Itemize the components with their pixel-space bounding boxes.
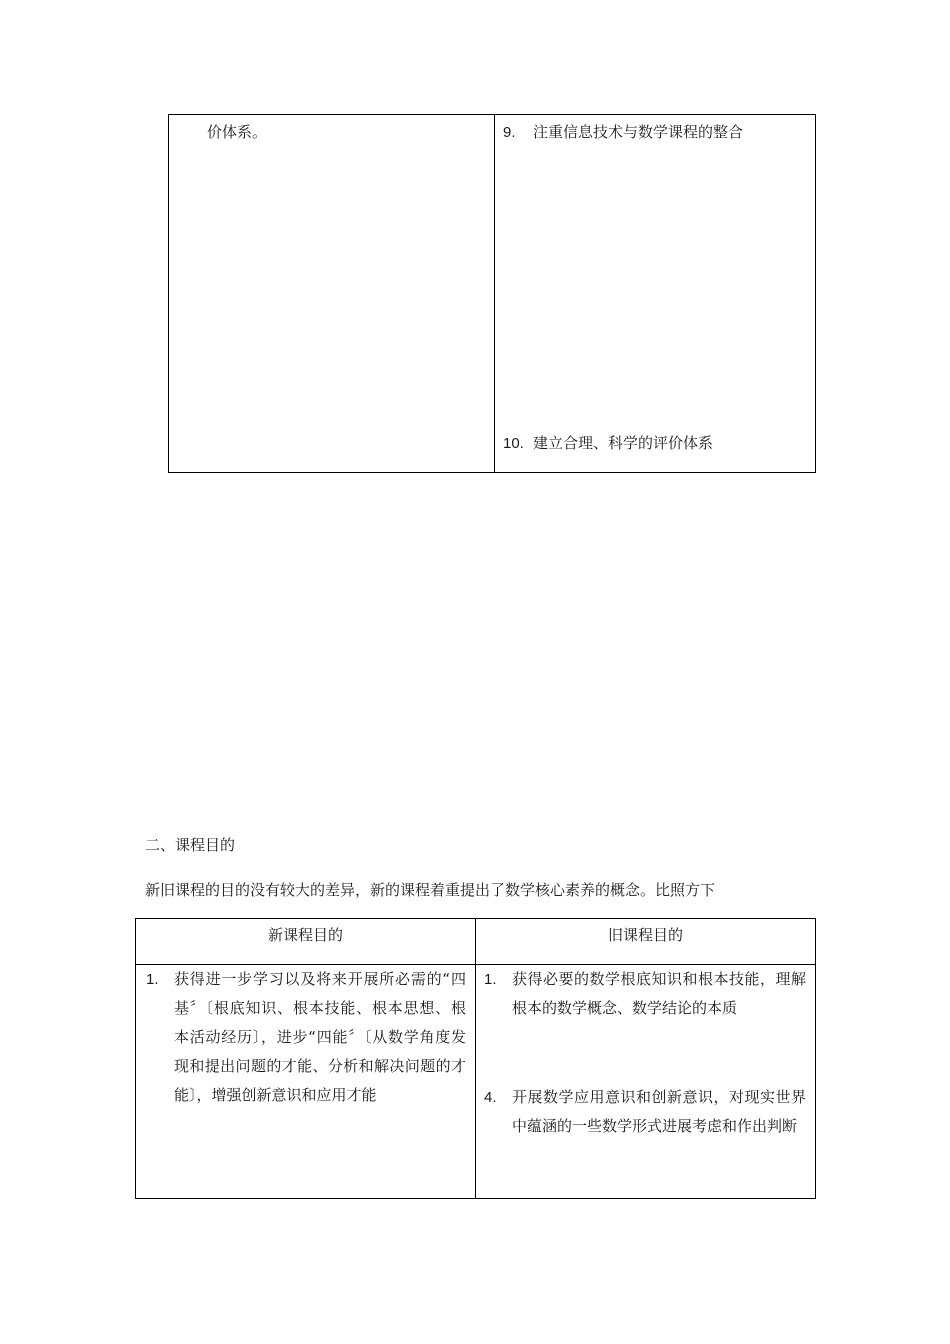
list-item [484, 965, 806, 1023]
table-header-row [136, 919, 815, 965]
header-old-goals: 旧课程目的 [607, 926, 683, 944]
top-table-right-cell [495, 115, 815, 472]
goal-number: 4. [484, 1089, 497, 1106]
item-text: 注重信息技术与数学课程的整合 [533, 123, 744, 141]
top-table-left-cell [169, 115, 495, 472]
list-item [146, 965, 466, 1110]
intro-paragraph: 新旧课程的目的没有较大的差异，新的课程着重提出了数学核心素养的概念。比照方下 [145, 881, 716, 899]
goal-number: 1. [146, 971, 159, 988]
top-table [168, 114, 816, 473]
top-left-text: 价体系。 [207, 123, 268, 141]
item-number: 9. [503, 124, 516, 141]
goal-text: 开展数学应用意识和创新意识，对现实世界中蕴涵的一些数学形式进展考虑和作出判断 [512, 1088, 806, 1135]
list-item [484, 1083, 806, 1141]
list-item [503, 433, 713, 454]
table-body-row [136, 965, 815, 1198]
goal-text: 获得进一步学习以及将来开展所必需的“四基〞〔根底知识、根本技能、根本思想、根本活动经历〕，进步“四能〞〔从数学角度发现和提出问题的才能、分析和解决问题的才能〕，增强创新意识和应用才能 [174, 970, 466, 1104]
goals-comparison-table [135, 918, 816, 1199]
item-number: 10. [503, 435, 524, 452]
goal-text: 获得必要的数学根底知识和根本技能，理解根本的数学概念、数学结论的本质 [512, 970, 806, 1017]
item-text: 建立合理、科学的评价体系 [533, 434, 714, 452]
header-new-goals: 新课程目的 [136, 919, 476, 964]
old-goals-cell [476, 965, 815, 1198]
section-heading: 二、课程目的 [145, 836, 236, 854]
new-goals-cell [136, 965, 476, 1198]
goal-number: 1. [484, 971, 497, 988]
list-item [503, 122, 743, 143]
